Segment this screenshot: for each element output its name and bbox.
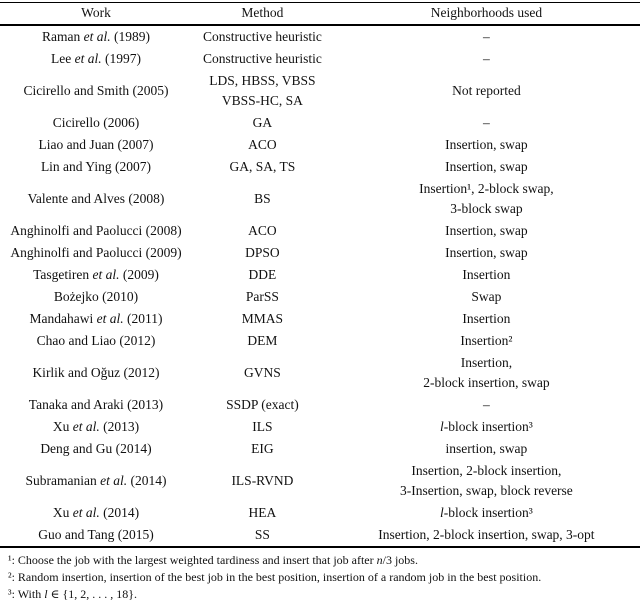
cell-line: Tasgetiren et al. (2009) [33,267,159,282]
cell-neighborhoods [333,25,640,48]
cell-work [0,242,192,264]
cell-neighborhoods [333,286,640,308]
cell-line: Insertion, 2-block insertion, swap, 3-opt [378,527,595,542]
cell-line: Insertion [462,311,511,326]
cell-line: DDE [248,267,277,282]
cell-line: Insertion, [460,355,513,370]
cell-method [192,220,333,242]
cell-line: LDS, HBSS, VBSS [209,73,316,88]
table-row [0,70,640,112]
table-row [0,460,640,502]
cell-neighborhoods [333,308,640,330]
cell-line: Deng and Gu (2014) [40,441,152,456]
cell-neighborhoods [333,438,640,460]
cell-line: – [483,115,490,130]
cell-work [0,416,192,438]
table-row [0,242,640,264]
cell-method [192,48,333,70]
cell-method [192,438,333,460]
cell-method [192,134,333,156]
header-row [0,3,640,26]
cell-neighborhoods [333,416,640,438]
cell-work [0,112,192,134]
cell-work [0,352,192,394]
cell-work [0,460,192,502]
col-header-method: Method [192,3,333,26]
literature-review-table [0,2,640,548]
cell-line: 3-block swap [450,201,523,216]
cell-line: GA [252,115,273,130]
cell-method [192,156,333,178]
cell-line: 3-Insertion, swap, block reverse [399,483,573,498]
cell-work [0,308,192,330]
cell-method [192,460,333,502]
cell-method [192,178,333,220]
cell-line: Lin and Ying (2007) [40,159,152,174]
cell-line: Mandahawi et al. (2011) [29,311,163,326]
cell-neighborhoods [333,48,640,70]
table-row [0,25,640,48]
cell-line: – [483,51,490,66]
cell-line: GVNS [244,365,281,380]
cell-work [0,394,192,416]
cell-work [0,286,192,308]
cell-work [0,25,192,48]
cell-work [0,330,192,352]
cell-method [192,394,333,416]
cell-method [192,330,333,352]
cell-method [192,502,333,524]
table-header [0,3,640,26]
cell-line: ILS-RVND [231,473,294,488]
cell-neighborhoods [333,330,640,352]
cell-line: Constructive heuristic [202,29,322,44]
table-row [0,264,640,286]
cell-method [192,352,333,394]
cell-line: Insertion [462,267,511,282]
cell-neighborhoods [333,242,640,264]
cell-neighborhoods [333,352,640,394]
cell-work [0,220,192,242]
table-row [0,112,640,134]
cell-line: Constructive heuristic [202,51,322,66]
cell-line: Valente and Alves (2008) [27,191,165,206]
table-row [0,330,640,352]
table-row [0,502,640,524]
cell-neighborhoods [333,524,640,547]
table-row [0,524,640,547]
footnotes [0,548,640,603]
cell-method [192,416,333,438]
cell-line: HEA [248,505,277,520]
cell-method [192,524,333,547]
cell-line: Insertion, swap [445,137,528,152]
cell-line: Insertion, swap [445,245,528,260]
cell-line: Insertion, swap [445,159,528,174]
cell-work [0,70,192,112]
cell-line: 2-block insertion, swap [423,375,550,390]
cell-neighborhoods [333,394,640,416]
footnote: ²: Random insertion, insertion of the best job in the best position, insertion of a random job in the best position. [8,570,542,584]
table-row [0,286,640,308]
table-row [0,134,640,156]
table-row [0,416,640,438]
cell-line: Insertion¹, 2-block swap, [419,181,554,196]
cell-line: ParSS [245,289,279,304]
cell-neighborhoods [333,178,640,220]
cell-line: Insertion, swap [445,223,528,238]
cell-line: – [483,397,490,412]
table-row [0,394,640,416]
table-row [0,220,640,242]
table-row [0,156,640,178]
cell-line: ACO [248,137,277,152]
cell-line: Guo and Tang (2015) [38,527,154,542]
cell-line: ACO [248,223,277,238]
cell-line: SS [254,527,270,542]
table-row [0,352,640,394]
cell-work [0,264,192,286]
table-row [0,438,640,460]
cell-line: Anghinolfi and Paolucci (2008) [10,223,182,238]
cell-line: l-block insertion³ [439,419,533,434]
cell-method [192,286,333,308]
cell-line: Swap [471,289,502,304]
table-row [0,178,640,220]
cell-line: Cicirello (2006) [52,115,140,130]
cell-neighborhoods [333,220,640,242]
cell-method [192,242,333,264]
table-row [0,308,640,330]
cell-line: Not reported [452,83,521,98]
cell-neighborhoods [333,460,640,502]
cell-line: – [483,29,490,44]
cell-line: ILS [252,419,273,434]
cell-neighborhoods [333,112,640,134]
cell-neighborhoods [333,134,640,156]
cell-line: Raman et al. (1989) [42,29,150,44]
cell-neighborhoods [333,264,640,286]
cell-method [192,308,333,330]
cell-method [192,70,333,112]
cell-line: DEM [247,333,278,348]
cell-line: l-block insertion³ [439,505,533,520]
cell-line: DPSO [245,245,280,260]
cell-line: Lee et al. (1997) [51,51,141,66]
col-header-work: Work [0,3,192,26]
cell-work [0,524,192,547]
cell-line: Subramanian et al. (2014) [25,473,167,488]
cell-line: Insertion, 2-block insertion, [411,463,562,478]
cell-line: Anghinolfi and Paolucci (2009) [10,245,182,260]
cell-neighborhoods [333,70,640,112]
cell-method [192,112,333,134]
cell-line: SSDP (exact) [226,397,299,412]
cell-line: Cicirello and Smith (2005) [23,83,169,98]
cell-work [0,48,192,70]
cell-line: Chao and Liao (2012) [36,333,156,348]
cell-work [0,502,192,524]
cell-line: GA, SA, TS [229,159,296,174]
cell-line: Tanaka and Araki (2013) [28,397,164,412]
col-header-neighborhoods: Neighborhoods used [333,3,640,26]
cell-line: BS [254,191,271,206]
cell-line: Insertion² [460,333,513,348]
cell-line: Xu et al. (2013) [52,419,140,434]
cell-line: EIG [251,441,274,456]
cell-line: VBSS-HC, SA [221,93,303,108]
cell-line: Xu et al. (2014) [52,505,140,520]
table-body [0,25,640,547]
cell-line: MMAS [241,311,284,326]
cell-method [192,264,333,286]
table-row [0,48,640,70]
cell-work [0,156,192,178]
cell-method [192,25,333,48]
cell-neighborhoods [333,502,640,524]
cell-work [0,438,192,460]
cell-line: Kirlik and Oğuz (2012) [32,365,160,380]
cell-work [0,178,192,220]
footnote: ¹: Choose the job with the largest weighted tardiness and insert that job after n/3 jobs. [8,553,418,567]
cell-neighborhoods [333,156,640,178]
footnote: ³: With l ∈ {1, 2, . . . , 18}. [8,587,137,601]
cell-line: Liao and Juan (2007) [38,137,154,152]
cell-line: Bożejko (2010) [53,289,139,304]
cell-line: insertion, swap [445,441,528,456]
cell-work [0,134,192,156]
